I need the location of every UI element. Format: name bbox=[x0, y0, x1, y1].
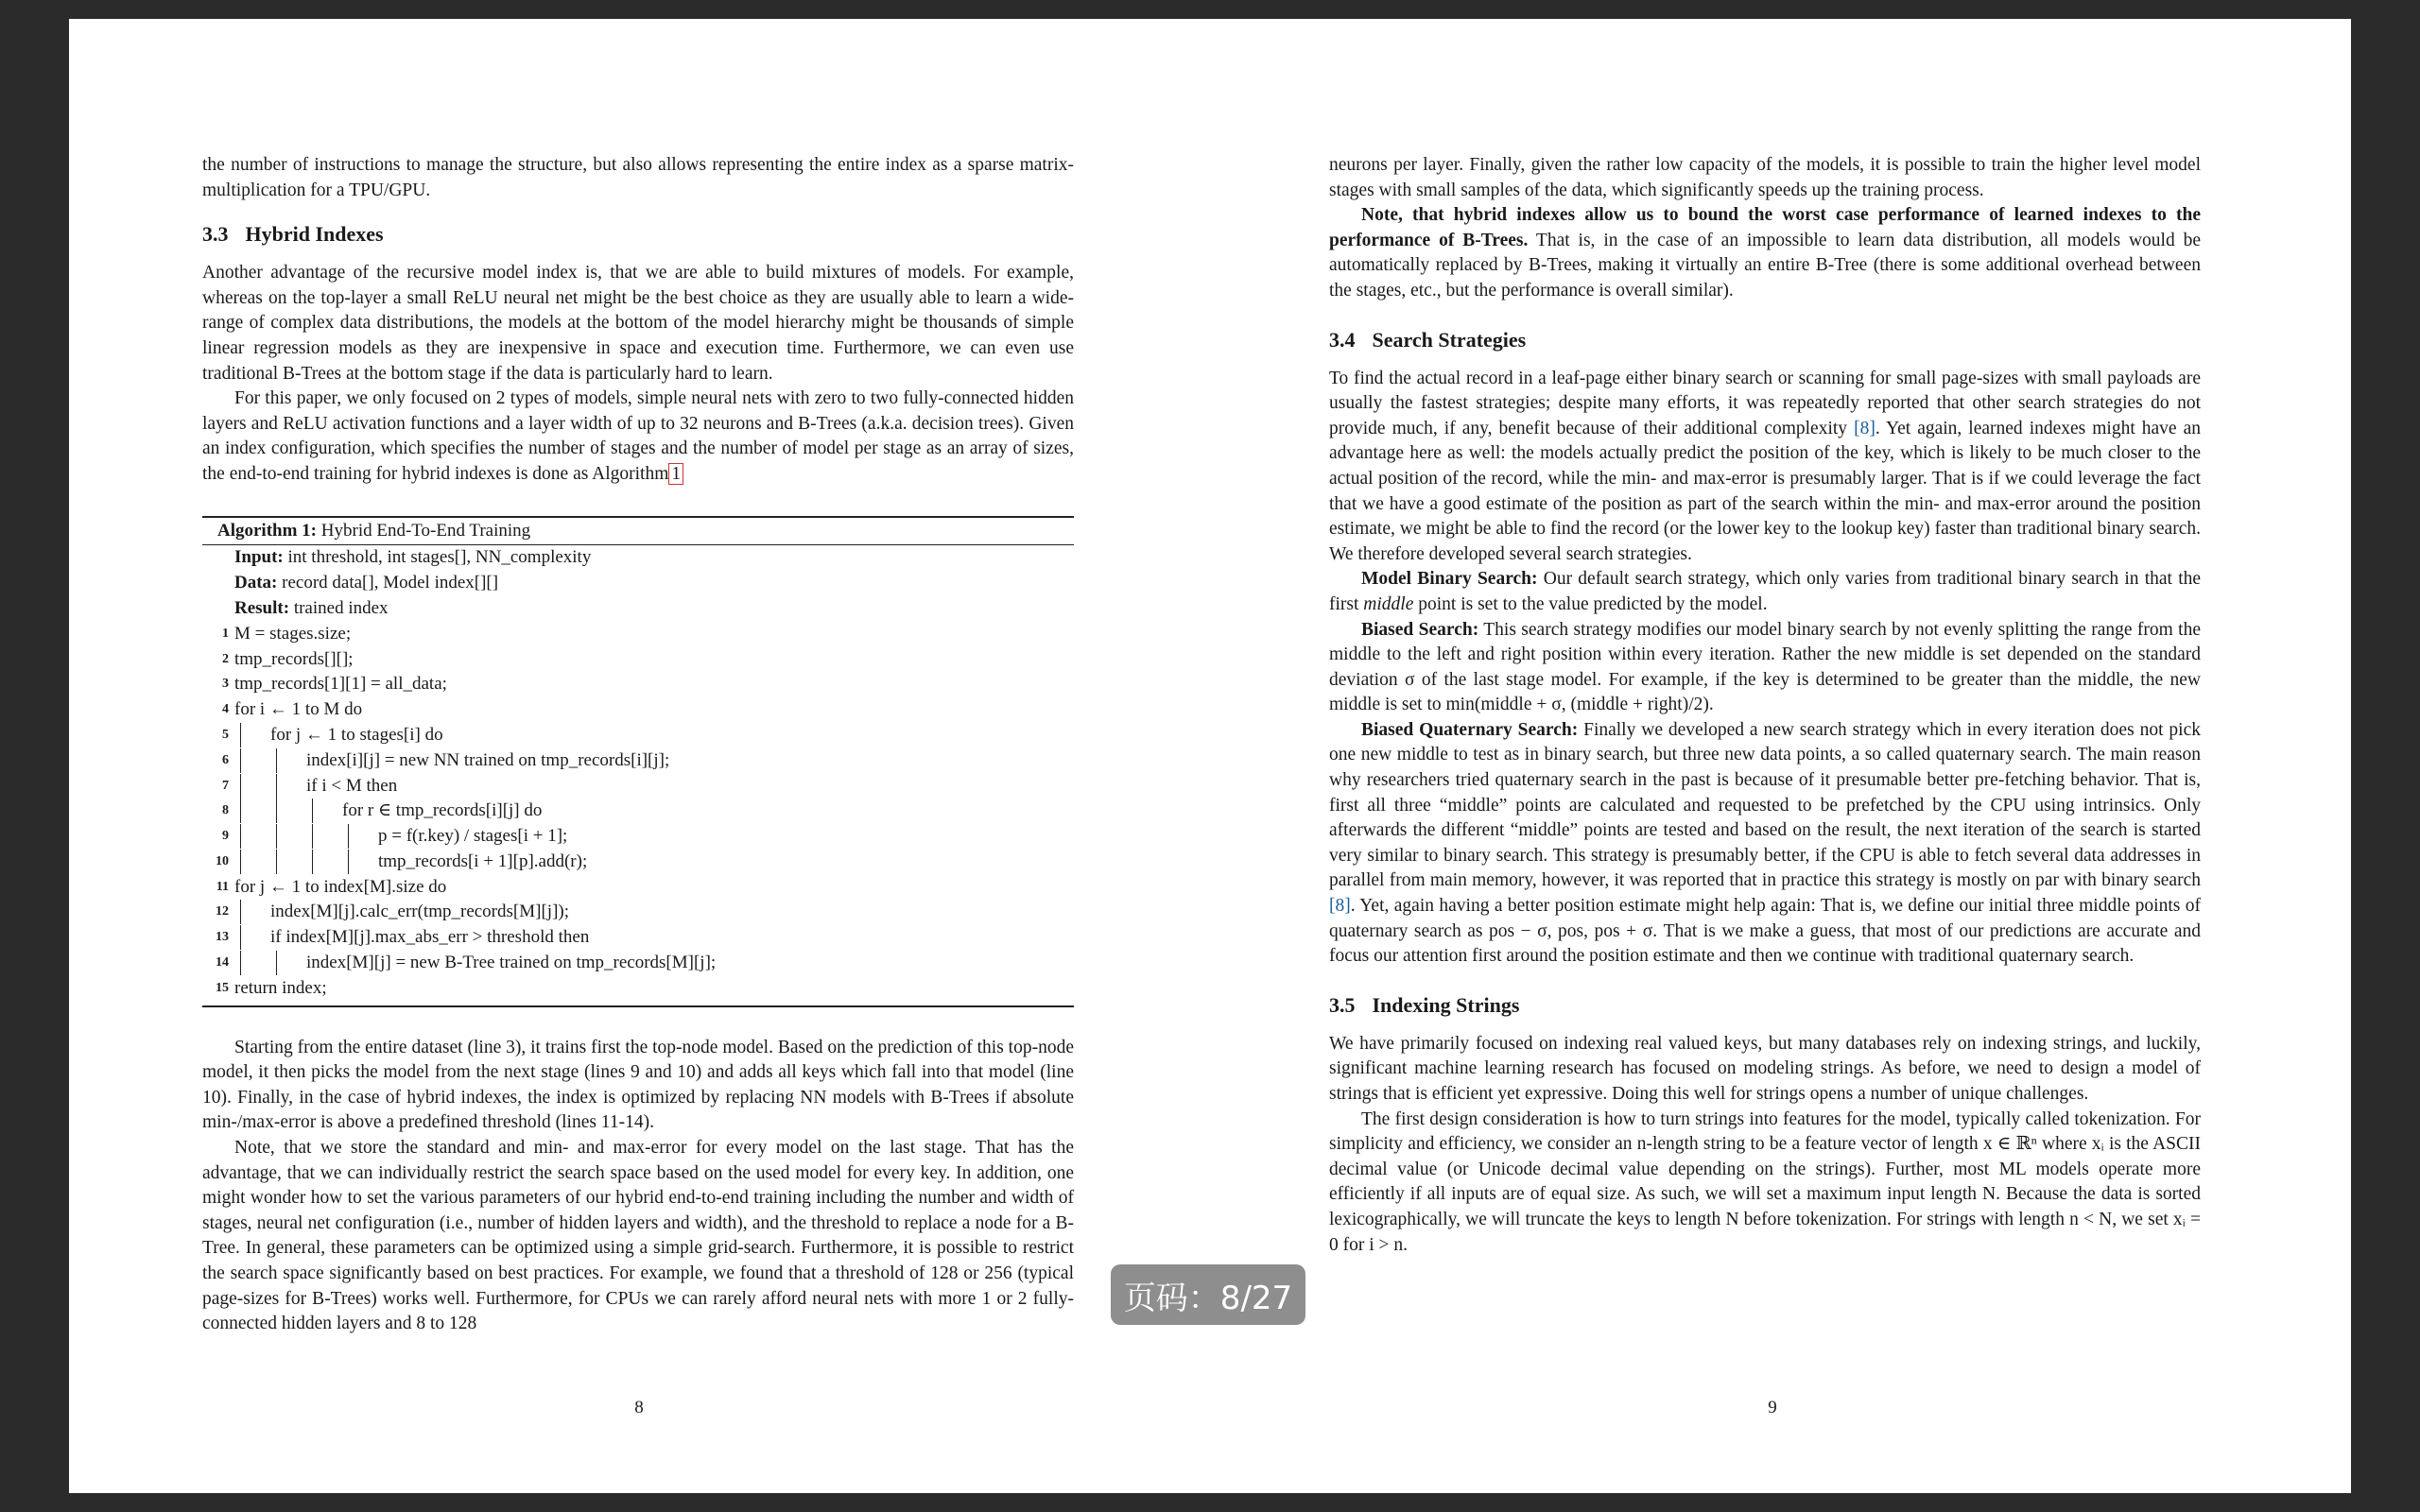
line-number: 1 bbox=[222, 626, 229, 641]
indent-rule bbox=[348, 824, 378, 849]
indent-rule bbox=[276, 850, 306, 874]
paragraph-text: Our default search strategy, which only varies from traditional binary search in that the first bbox=[1329, 569, 2202, 614]
page-8 bbox=[69, 19, 1210, 1493]
paragraph bbox=[1329, 618, 2201, 718]
page-number: 8 bbox=[634, 1398, 644, 1418]
right-column bbox=[1329, 153, 2201, 1258]
line-code: for i ← 1 to M do bbox=[234, 699, 363, 720]
line-number: 14 bbox=[216, 955, 229, 971]
paragraph-text: This search strategy modifies our model binary search by not evenly splitting the range from the middle to the left and right position within every iteration. Rather the new middle is set depended on the standard deviation σ of the last stage model. For example, if the key is determined to be greater than the middle, the new middle is set to min(middle + σ, (middle + right)/2). bbox=[1329, 619, 2201, 715]
section-heading-3-5 bbox=[1329, 992, 2201, 1019]
data-text: record data[], Model index[][] bbox=[282, 573, 499, 593]
indent-rule bbox=[276, 748, 306, 773]
line-code: index[M][j] = new B-Tree trained on tmp_records[M][j]; bbox=[306, 953, 717, 973]
indent-rule bbox=[240, 900, 270, 924]
line-code: tmp_records[i + 1][p].add(r); bbox=[378, 850, 588, 871]
line-code: return index; bbox=[234, 977, 327, 998]
algorithm-line bbox=[202, 647, 1074, 673]
line-code: for j ← 1 to index[M].size do bbox=[234, 876, 447, 897]
page-number: 9 bbox=[1768, 1398, 1777, 1418]
line-code: index[i][j] = new NN trained on tmp_records[i][j]; bbox=[306, 749, 670, 770]
line-number: 11 bbox=[216, 879, 229, 894]
paragraph: The first design consideration is how to turn strings into features for the model, typically called tokenization. For simplicity and efficiency, we consider an n-length string to be a feature vector of length x ∈ ℝⁿ where xᵢ is the ASCII decimal value (or Unicode decimal value depending on the strings). Further, most ML models operate more efficiently if all inputs are of equal size. As such, we will set a maximum input length N. Because the data is sorted lexicographically, we will truncate the keys to length N before tokenization. For strings with length n < N, we set xᵢ = 0 for i > n. bbox=[1329, 1108, 2201, 1255]
indent-rule bbox=[348, 850, 378, 874]
algorithm-line bbox=[202, 900, 1074, 925]
indent-rule bbox=[240, 925, 270, 950]
page-indicator: 页码：8/27 bbox=[1111, 1264, 1305, 1325]
line-code: index[M][j].calc_err(tmp_records[M][j]); bbox=[270, 902, 569, 922]
line-code: M = stages.size; bbox=[234, 623, 352, 644]
line-code: p = f(r.key) / stages[i + 1]; bbox=[378, 826, 568, 847]
paragraph-text: . Yet again, learned indexes might have an advantage here as well: the models actually predict the position of the key, which is likely to be much closer to the actual position of the record, while the min- and max-error is presumably larger. That is if we could leverage the fact that we have a good estimate of the position as part of the search within the min- and max-error around the position estimate, we might be able to find the record (or the lower key to the lookup key) faster than traditional binary search. We therefore developed several search strategies. bbox=[1329, 418, 2202, 564]
indent-rule bbox=[240, 850, 270, 874]
data-label: Data: bbox=[234, 573, 278, 593]
strategy-label: Biased Search: bbox=[1361, 619, 1479, 640]
paragraph-text: To find the actual record in a leaf-page either binary search or scanning for small page-sizes with small payloads are usually the fastest strategies; despite many efforts, it was repeatedly reported that other search strategies do not provide much, if any, benefit because of their additional complexity bbox=[1329, 368, 2201, 438]
section-heading-3-4 bbox=[1329, 327, 2201, 353]
paragraph bbox=[1329, 718, 2201, 970]
algorithm-data bbox=[202, 571, 1074, 596]
algorithm-line bbox=[202, 622, 1074, 647]
emphasis: middle bbox=[1363, 593, 1414, 614]
line-number: 3 bbox=[222, 677, 229, 692]
paragraph bbox=[202, 387, 1074, 487]
algorithm-line bbox=[202, 875, 1074, 901]
line-number: 8 bbox=[222, 803, 229, 818]
algorithm-result bbox=[202, 596, 1074, 622]
input-label: Input: bbox=[234, 547, 284, 568]
result-label: Result: bbox=[234, 597, 290, 618]
indent-rule bbox=[312, 850, 342, 874]
indent-rule bbox=[240, 824, 270, 849]
strategy-label: Model Binary Search: bbox=[1361, 569, 1538, 590]
algorithm-title bbox=[202, 518, 1074, 546]
algorithm-line bbox=[202, 672, 1074, 697]
line-number: 9 bbox=[222, 829, 229, 844]
line-code: if i < M then bbox=[306, 775, 398, 796]
algorithm-input bbox=[202, 545, 1074, 571]
paragraph: We have primarily focused on indexing real valued keys, but many databases rely on indexing strings, and luckily, significant machine learning research has focused on modeling strings. As before, we need to design a model of strings that is efficient yet expressive. Doing this well for strings opens a number of unique challenges. bbox=[1329, 1033, 2201, 1104]
line-number: 12 bbox=[216, 904, 229, 919]
algorithm-link[interactable]: 1 bbox=[668, 463, 683, 485]
line-number: 6 bbox=[222, 752, 229, 767]
paragraph: Note, that we store the standard and min- and max-error for every model on the last stage. That has the advantage, that we can individually restrict the search space based on the used model for every key. In addition, one might wonder how to set the various parameters of our hybrid end-to-end training including the number and width of stages, neural net configuration (i.e., number of hidden layers and width), and the threshold to replace a node for a B-Tree. In general, these parameters can be optimized using a simple grid-search. Furthermore, it is possible to restrict the search space significantly based on best practices. For example, we found that a threshold of 128 or 256 (typical page-sizes for B-Trees) works well. Furthermore, for CPUs we can rarely afford neural nets with more 1 or 2 fully-connected hidden layers and 8 to 128 bbox=[202, 1138, 1074, 1334]
citation-link[interactable]: [8] bbox=[1329, 896, 1351, 917]
algorithm-line bbox=[202, 925, 1074, 951]
line-number: 7 bbox=[222, 778, 229, 793]
input-text: int threshold, int stages[], NN_complexity bbox=[287, 547, 592, 568]
paragraph bbox=[1329, 203, 2201, 303]
left-column bbox=[202, 153, 1074, 1337]
paragraph: the number of instructions to manage the structure, but also allows representing the entire index as a sparse matrix-multiplication for a TPU/GPU. bbox=[202, 155, 1074, 200]
strategy-label: Biased Quaternary Search: bbox=[1361, 719, 1579, 740]
section-title: Search Strategies bbox=[1372, 327, 1527, 352]
algorithm-line bbox=[202, 774, 1074, 799]
algorithm-line bbox=[202, 951, 1074, 976]
indent-rule bbox=[240, 774, 270, 799]
section-number: 3.5 bbox=[1329, 992, 1356, 1017]
algorithm-line bbox=[202, 697, 1074, 723]
paragraph: Another advantage of the recursive model index is, that we are able to build mixtures of models. For example, whereas on the top-layer a small ReLU neural net might be the best choice as they are usually able to learn a wide-range of complex data distributions, the models at the bottom of the model hierarchy might be thousands of simple linear regression models as they are inexpensive in space and execution time. Furthermore, we can even use traditional B-Trees at the bottom stage if the data is particularly hard to learn. bbox=[202, 263, 1074, 384]
algorithm-label: Algorithm 1: bbox=[217, 520, 318, 541]
section-number: 3.4 bbox=[1329, 327, 1356, 352]
indent-rule bbox=[276, 951, 306, 975]
citation-link[interactable]: [8] bbox=[1854, 418, 1876, 438]
algorithm-line bbox=[202, 976, 1074, 1002]
page-9 bbox=[1210, 19, 2351, 1493]
algorithm-name: Hybrid End-To-End Training bbox=[320, 520, 531, 541]
paragraph bbox=[1329, 567, 2201, 617]
indent-rule bbox=[240, 951, 270, 975]
line-number: 15 bbox=[216, 980, 229, 995]
bold-note: Note, that hybrid indexes allow us to bound the worst case performance of learned indexes to the performance of B-Trees. bbox=[1329, 205, 2201, 250]
line-number: 2 bbox=[222, 651, 229, 666]
paragraph-text: For this paper, we only focused on 2 types of models, simple neural nets with zero to two fully-connected hidden layers and ReLU activation functions and a layer width of up to 32 neurons and B-Trees (a.k.a. decision trees). Given an index configuration, which specifies the number of stages and the number of model per stage as an array of sizes, the end-to-end training for hybrid indexes is done as Algorithm bbox=[202, 388, 1074, 484]
indent-rule bbox=[312, 824, 342, 849]
paragraph: neurons per layer. Finally, given the rather low capacity of the models, it is possible to train the higher level model stages with small samples of the data, which significantly speeds up the training process. bbox=[1329, 155, 2201, 200]
indent-rule bbox=[240, 748, 270, 773]
indent-rule bbox=[312, 799, 342, 823]
section-heading-3-3 bbox=[202, 221, 1074, 248]
line-number: 5 bbox=[222, 727, 229, 742]
indent-rule bbox=[276, 774, 306, 799]
indent-rule bbox=[240, 799, 270, 823]
line-code: for j ← 1 to stages[i] do bbox=[270, 724, 443, 745]
algorithm-lines bbox=[202, 622, 1074, 1002]
line-number: 4 bbox=[222, 702, 229, 717]
paragraph-text: That is, in the case of an impossible to learn data distribution, all models would be automatically replaced by B-Trees, making it virtually an entire B-Tree (there is some additional overhead between the stages, etc., but the performance is overall similar). bbox=[1329, 230, 2201, 301]
algorithm-line bbox=[202, 799, 1074, 824]
algorithm-line bbox=[202, 824, 1074, 850]
indent-rule bbox=[240, 723, 270, 747]
line-number: 13 bbox=[216, 930, 229, 945]
paragraph: Starting from the entire dataset (line 3), it trains first the top-node model. Based on the prediction of this top-node model, it then picks the model from the next stage (lines 9 and 10) and adds all keys which fall into that model (line 10). Finally, in the case of hybrid indexes, the index is optimized by replacing NN models with B-Trees if absolute min-/max-error is above a predefined threshold (lines 11-14). bbox=[202, 1037, 1074, 1133]
line-code: for r ∈ tmp_records[i][j] do bbox=[342, 800, 543, 821]
indent-rule bbox=[276, 824, 306, 849]
line-code: tmp_records[1][1] = all_data; bbox=[234, 674, 447, 695]
section-title: Indexing Strings bbox=[1372, 992, 1520, 1017]
algorithm-line bbox=[202, 723, 1074, 748]
paragraph-text: point is set to the value predicted by the model. bbox=[1418, 593, 1768, 614]
line-code: tmp_records[][]; bbox=[234, 648, 354, 669]
algorithm-line bbox=[202, 748, 1074, 774]
line-number: 10 bbox=[216, 853, 229, 868]
paragraph bbox=[1329, 367, 2201, 568]
section-number: 3.3 bbox=[202, 222, 229, 247]
paragraph-text: Finally we developed a new search strategy which in every iteration does not pick one new middle to test as in binary search, but three new data points, a so called quaternary search. The main reason why researchers tried quaternary search in the past is because of it presumable better pre-fetching behavior. That is, first all three “middle” points are calculated and requested to be prefetched by the CPU using intrinsics. Only afterwards the different “middle” points are tested and based on the result, the next iteration of the search is started very similar to binary search. This strategy is presumably better, if the CPU is able to fetch several data addresses in parallel from main memory, however, it was reported that in practice this strategy is mostly on par with binary search bbox=[1329, 719, 2201, 891]
algorithm-box bbox=[202, 516, 1074, 1007]
line-code: if index[M][j].max_abs_err > threshold then bbox=[270, 927, 590, 948]
algorithm-line bbox=[202, 850, 1074, 875]
section-title: Hybrid Indexes bbox=[245, 222, 384, 247]
result-text: trained index bbox=[293, 597, 389, 618]
paragraph-text: . Yet, again having a better position estimate might help again: That is, we define our initial three middle points of quaternary search as pos − σ, pos, pos + σ. That is we make a guess, that most of our predictions are accurate and focus our attention first around the position estimate and then we continue with traditional quaternary search. bbox=[1329, 896, 2201, 967]
indent-rule bbox=[276, 799, 306, 823]
